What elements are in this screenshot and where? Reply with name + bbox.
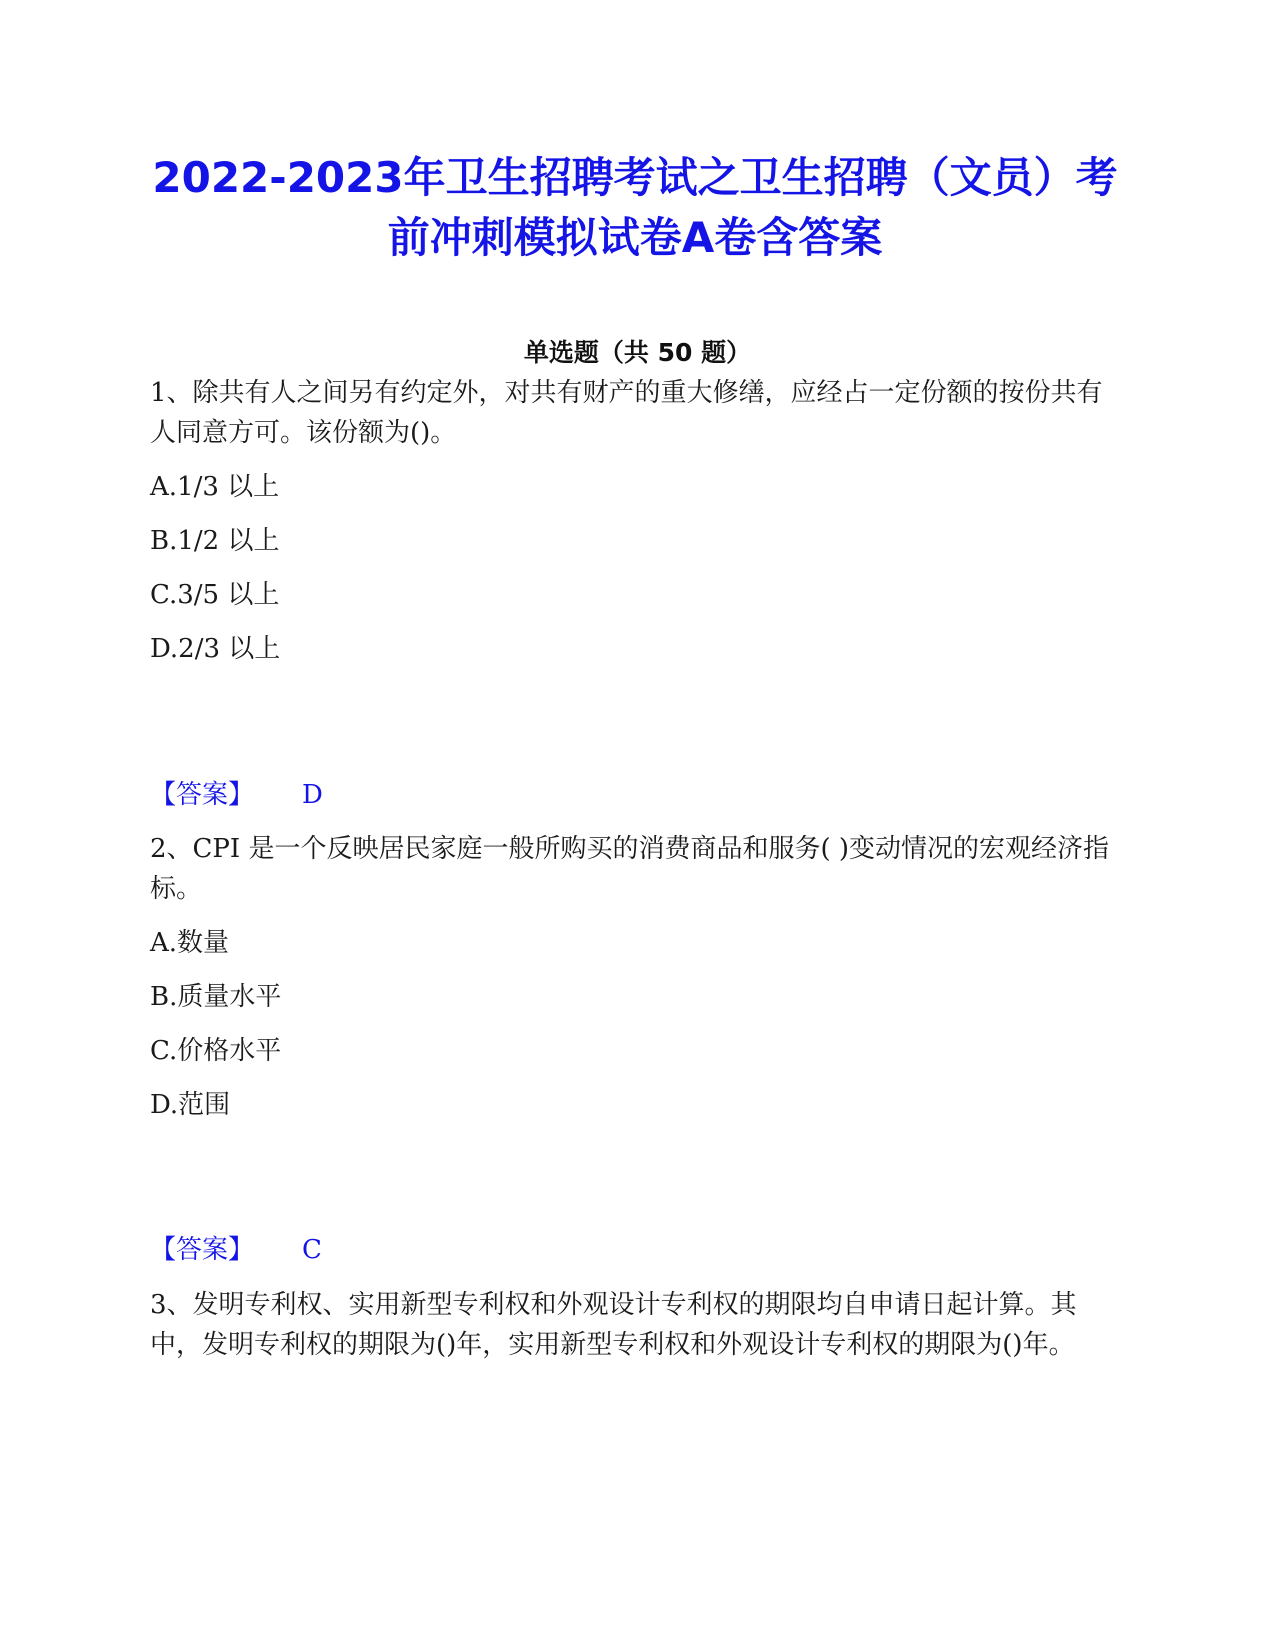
option-b: B.1/2 以上 [150, 526, 280, 556]
answer-label: 【答案】 [150, 780, 255, 810]
answer-row-2 [150, 1230, 322, 1270]
question-3 [150, 1285, 1110, 1365]
answer-value: D [302, 780, 323, 810]
question-1 [150, 373, 1110, 669]
document-title: 2022-2023年卫生招聘考试之卫生招聘（文员）考前冲刺模拟试卷A卷含答案 [152, 153, 1118, 262]
answer-label: 【答案】 [150, 1235, 255, 1265]
option-c: C.价格水平 [150, 1036, 282, 1066]
question-text: 1、除共有人之间另有约定外，对共有财产的重大修缮，应经占一定份额的按份共有人同意方可。该份额为()。 [150, 378, 1103, 448]
question-text: 3、发明专利权、实用新型专利权和外观设计专利权的期限均自申请日起计算。其中，发明专利权的期限为()年，实用新型专利权和外观设计专利权的期限为()年。 [150, 1290, 1077, 1360]
option-d: D.范围 [150, 1090, 231, 1120]
option-b: B.质量水平 [150, 982, 282, 1012]
option-a: A.数量 [150, 928, 230, 958]
answer-value: C [302, 1235, 322, 1265]
option-c: C.3/5 以上 [150, 580, 280, 610]
option-d: D.2/3 以上 [150, 634, 281, 664]
section-heading: 单选题（共 50 题） [523, 338, 752, 367]
option-a: A.1/3 以上 [150, 472, 280, 502]
question-2 [150, 829, 1110, 1125]
answer-row-1 [150, 775, 323, 815]
question-text: 2、CPI 是一个反映居民家庭一般所购买的消费商品和服务( )变动情况的宏观经济指标。 [150, 834, 1110, 904]
